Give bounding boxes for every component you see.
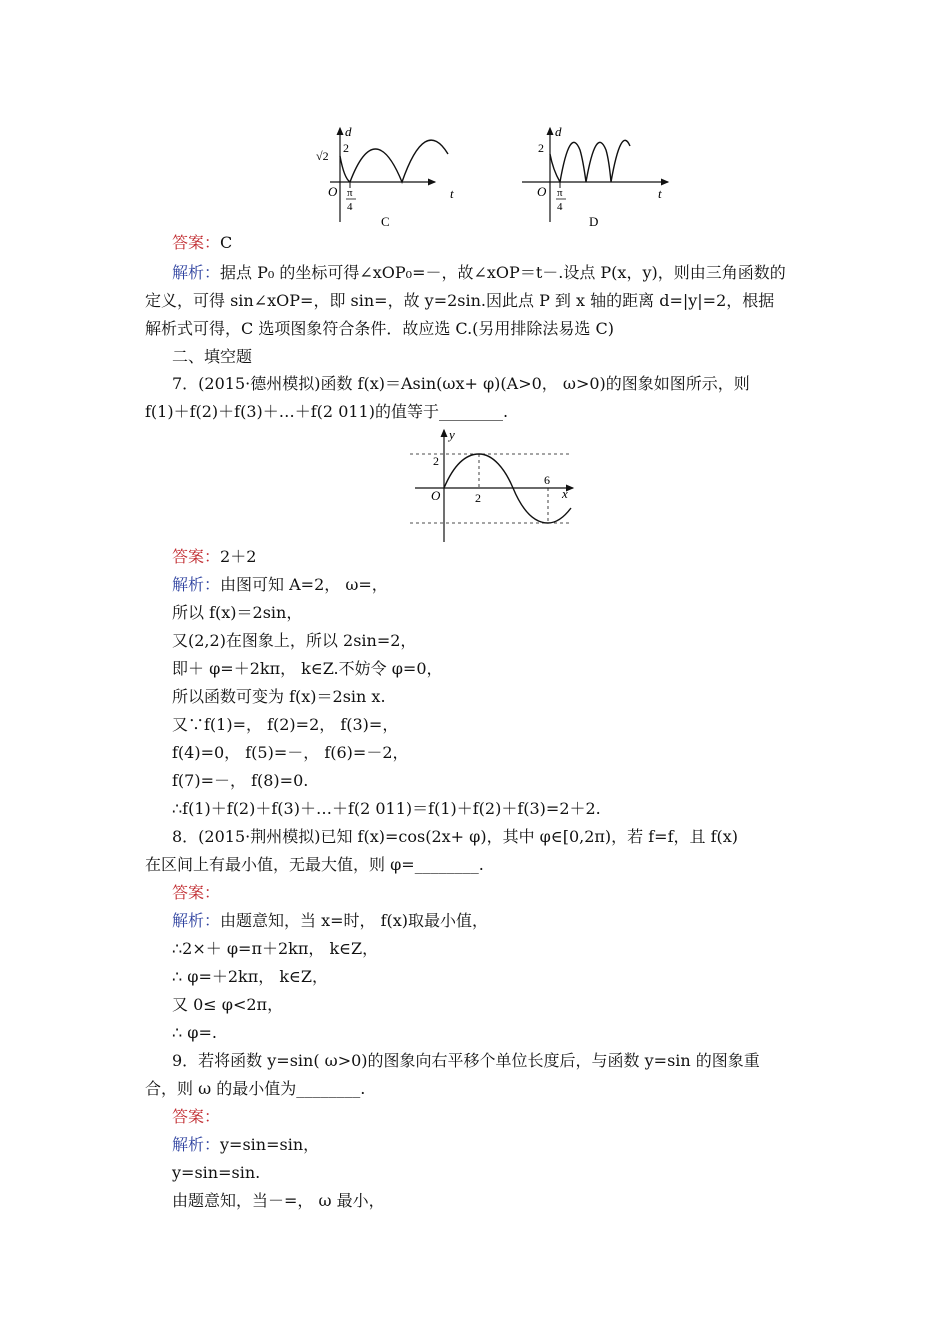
analysis-label: 解析：: [172, 263, 221, 282]
figure-c-graph: [300, 120, 470, 232]
answer-label: 答案：: [172, 883, 221, 902]
analysis-8-line-3: ∴ φ=＋2kπ， k∈Z，: [172, 967, 329, 986]
tick-pi: π: [347, 187, 353, 199]
analysis-6-line-1: 解析：据点 P₀ 的坐标可得∠xOP₀=－，故∠xOP＝t－.设点 P(x，y)，则由三角函数的: [172, 263, 786, 282]
analysis-8-line-5: ∴ φ=.: [172, 1023, 217, 1042]
question-9-line-1: 9．若将函数 y=sin( ω>0)的图象向右平移个单位长度后，与函数 y=sin 的图象重: [172, 1051, 760, 1070]
tick-4: 4: [347, 201, 353, 213]
analysis-7-line-5: 所以函数可变为 f(x)＝2sin x.: [172, 687, 386, 706]
tick-x6: 6: [544, 473, 550, 487]
analysis-label: 解析：: [172, 911, 221, 930]
tick-sqrt2: √2: [316, 149, 329, 163]
answer-9: [172, 1106, 220, 1128]
analysis-7-line-4: 即＋ φ=＋2kπ， k∈Z.不妨令 φ=0，: [172, 659, 443, 678]
analysis-8-line-4: 又 0≤ φ<2π，: [172, 995, 284, 1014]
question-8-line-2: 在区间上有最小值，无最大值，则 φ=________.: [145, 855, 484, 874]
analysis-7-line-9: ∴f(1)＋f(2)＋f(3)＋…＋f(2 011)＝f(1)＋f(2)＋f(3)=2＋2.: [172, 799, 601, 818]
axis-label-y: y: [449, 427, 455, 442]
analysis-7-line-6: 又∵f(1)=， f(2)=2， f(3)=，: [172, 715, 399, 734]
origin-label: O: [537, 184, 547, 199]
analysis-7-line-2: 所以 f(x)＝2sin，: [172, 603, 303, 622]
axis-label-x: x: [562, 486, 568, 501]
analysis-7-line-3: 又(2,2)在图象上，所以 2sin=2，: [172, 631, 417, 650]
curve-d: [550, 140, 630, 182]
figure-d-graph: [510, 120, 680, 232]
analysis-7-line-7: f(4)=0， f(5)=－， f(6)=－2，: [172, 743, 409, 762]
question-8-line-1: 8．(2015·荆州模拟)已知 f(x)=cos(2x+ φ)，其中 φ∈[0,2π)，若 f=f，且 f(x): [172, 827, 739, 846]
question-7-line-2: f(1)＋f(2)＋f(3)＋…＋f(2 011)的值等于________.: [145, 402, 509, 421]
analysis-7-line-1: 解析：由图可知 A=2， ω=，: [172, 575, 388, 594]
analysis-8-line-1: 解析：由题意知，当 x=时， f(x)取最小值，: [172, 911, 489, 930]
analysis-9-line-2: y=sin=sin.: [172, 1163, 261, 1182]
tick-x2: 2: [475, 491, 481, 505]
tick-2: 2: [538, 141, 544, 155]
answer-7: 答案：2＋2: [172, 547, 257, 566]
analysis-6-line-2: 定义，可得 sin∠xOP=，即 sin=，故 y=2sin.因此点 P 到 x 轴的距离 d=|y|=2，根据: [145, 291, 775, 310]
tick-y2: 2: [433, 454, 439, 468]
question-7-line-1: 7．(2015·德州模拟)函数 f(x)＝Asin(ωx+ φ)(A>0， ω>0)的图象如图所示，则: [172, 374, 750, 393]
section-heading: 二、填空题: [172, 347, 253, 366]
analysis-label: 解析：: [172, 575, 221, 594]
caption-d: D: [589, 214, 599, 229]
axis-label-t: t: [450, 186, 454, 201]
curve-c: [340, 140, 448, 182]
tick-2: 2: [343, 141, 349, 155]
figure-q7-graph: [405, 424, 580, 544]
analysis-label: 解析：: [172, 1135, 221, 1154]
answer-label: 答案：: [172, 1107, 221, 1126]
answer-label: 答案：: [172, 233, 221, 252]
axis-label-t: t: [658, 186, 662, 201]
origin-label: O: [328, 184, 338, 199]
tick-4: 4: [557, 201, 563, 213]
analysis-6-line-3: 解析式可得，C 选项图象符合条件．故应选 C.(另用排除法易选 C): [145, 319, 614, 338]
analysis-9-line-3: 由题意知，当－=， ω 最小，: [172, 1191, 385, 1210]
tick-pi: π: [557, 187, 563, 199]
answer-8: [172, 882, 220, 904]
question-9-line-2: 合，则 ω 的最小值为________.: [145, 1079, 366, 1098]
analysis-7-line-8: f(7)=－， f(8)=0.: [172, 771, 309, 790]
origin-label: O: [431, 488, 441, 503]
caption-c: C: [381, 214, 390, 229]
answer-label: 答案：: [172, 547, 221, 566]
analysis-8-line-2: ∴2×＋ φ=π＋2kπ， k∈Z，: [172, 939, 379, 958]
analysis-9-line-1: 解析：y=sin=sin，: [172, 1135, 320, 1154]
axis-label-d: d: [345, 124, 352, 139]
axis-label-d: d: [555, 124, 562, 139]
answer-6: 答案：C: [172, 233, 233, 252]
